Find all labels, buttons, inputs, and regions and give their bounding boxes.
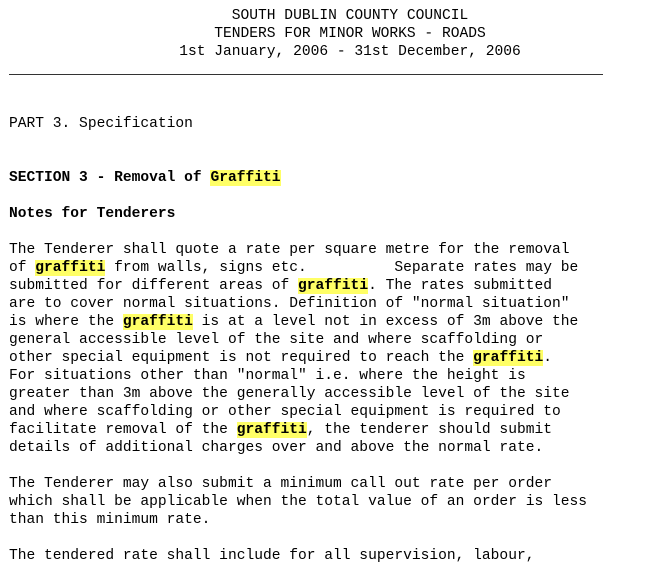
text-run: other special equipment is not required to reach the (9, 350, 474, 366)
para1-line-12: details of additional charges over and above the normal rate. (9, 440, 544, 456)
para1-line-2 (9, 259, 578, 277)
para1-line-6: general accessible level of the site and where scaffolding or (9, 332, 544, 348)
header-date-range: 1st January, 2006 - 31st December, 2006 (179, 44, 521, 60)
text-run: facilitate removal of the (9, 422, 237, 438)
search-highlight: graffiti (473, 350, 544, 366)
para1-line-10: and where scaffolding or other special equipment is required to (9, 404, 561, 420)
para1-line-1: The Tenderer shall quote a rate per square metre for the removal (9, 242, 570, 258)
search-highlight: graffiti (236, 422, 307, 438)
text-run: of (9, 260, 36, 276)
para1-line-11 (9, 421, 552, 439)
search-highlight: graffiti (35, 260, 106, 276)
text-run: . (543, 350, 552, 366)
para1-line-9: greater than 3m above the generally accessible level of the site (9, 386, 570, 402)
text-run: from walls, signs etc. Separate rates may be (105, 260, 579, 276)
part-heading: PART 3. Specification (9, 116, 193, 132)
section-heading (9, 169, 281, 187)
text-run: . The rates submitted (368, 278, 552, 294)
header-tender-title: TENDERS FOR MINOR WORKS - ROADS (214, 26, 486, 42)
text-run: is where the (9, 314, 123, 330)
text-run: , the tenderer should submit (306, 422, 552, 438)
search-highlight: graffiti (298, 278, 369, 294)
para2-line-2: which shall be applicable when the total value of an order is less (9, 494, 588, 510)
text-run: submitted for different areas of (9, 278, 299, 294)
search-highlight: graffiti (122, 314, 193, 330)
para2-line-1: The Tenderer may also submit a minimum call out rate per order (9, 476, 552, 492)
header-council-name: SOUTH DUBLIN COUNTY COUNCIL (231, 8, 469, 24)
para1-line-4: are to cover normal situations. Definition of "normal situation" (9, 296, 570, 312)
para1-line-5 (9, 313, 578, 331)
para1-line-8: For situations other than "normal" i.e. where the height is (9, 368, 526, 384)
para3-line-1: The tendered rate shall include for all supervision, labour, (9, 548, 535, 564)
para1-line-3 (9, 277, 552, 295)
search-highlight: Graffiti (210, 170, 281, 186)
para2-line-3: than this minimum rate. (9, 512, 211, 528)
text-run: is at a level not in excess of 3m above the (192, 314, 579, 330)
header-divider (9, 74, 603, 75)
notes-heading: Notes for Tenderers (9, 206, 176, 222)
para1-line-7 (9, 349, 552, 367)
section-heading-text: SECTION 3 - Removal of (9, 170, 211, 186)
